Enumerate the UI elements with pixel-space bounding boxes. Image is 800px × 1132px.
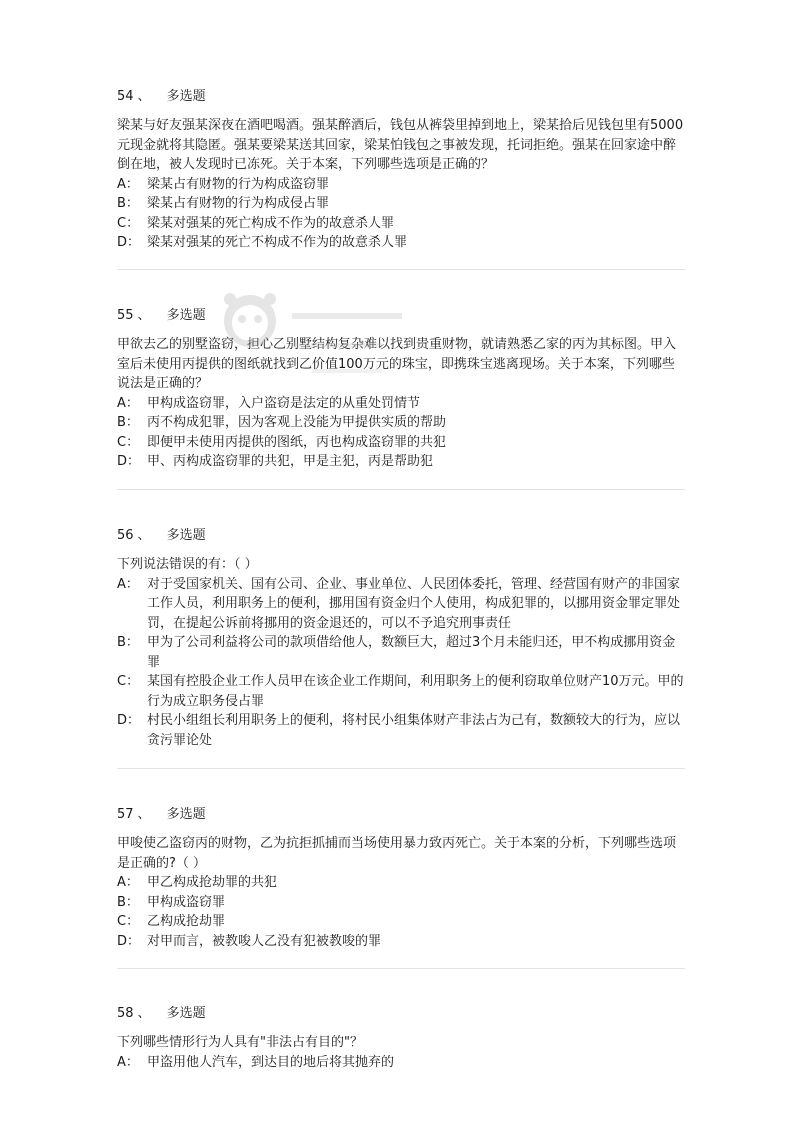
question-type: 多选题 <box>166 89 206 104</box>
option-letter: B： <box>117 635 139 650</box>
option-a <box>117 394 687 414</box>
option-a <box>117 575 687 634</box>
option-letter: D： <box>117 235 141 250</box>
question-type: 多选题 <box>166 807 206 822</box>
question-number: 57 <box>117 807 134 822</box>
option-letter: C： <box>117 914 140 929</box>
question-type: 多选题 <box>166 1006 206 1021</box>
option-letter: D： <box>117 713 141 728</box>
option-a <box>117 873 687 893</box>
option-letter: A： <box>117 1054 139 1070</box>
option-b <box>117 633 687 672</box>
question-number: 58 <box>117 1006 134 1021</box>
question-type: 多选题 <box>166 308 206 323</box>
option-a <box>117 1053 687 1073</box>
question-stem: 甲欲去乙的别墅盗窃，担心乙别墅结构复杂难以找到贵重财物，就请熟悉乙家的丙为其标图。甲入室后未使用丙提供的图纸就找到乙价值100万元的珠宝，即携珠宝逃离现场。关于本案，下列哪些说法是正确的？ <box>117 337 677 391</box>
option-letter: B： <box>117 894 139 910</box>
option-text: 梁某对强某的死亡构成不作为的故意杀人罪 <box>147 215 395 231</box>
option-text: 梁某对强某的死亡不构成不作为的故意杀人罪 <box>147 235 408 250</box>
option-letter: C： <box>117 674 140 689</box>
option-text: 对甲而言，被教唆人乙没有犯被教唆的罪 <box>147 933 382 949</box>
option-letter: C： <box>117 434 140 450</box>
option-text: 对于受国家机关、国有公司、企业、事业单位、人民团体委托，管理、经营国有财产的非国家工作人员，利用职务上的便利，挪用国有资金归个人使用，构成犯罪的，以挪用资金罪定罪处罚，在提起公诉前将挪用的资金退还的，可以不予追究刑事责任 <box>147 576 681 631</box>
option-d <box>117 452 687 472</box>
option-text: 即便甲未使用丙提供的图纸，丙也构成盗窃罪的共犯 <box>147 434 447 450</box>
option-c <box>117 214 687 234</box>
question-number: 54 <box>117 89 134 104</box>
option-list <box>117 575 687 751</box>
option-c <box>117 433 687 453</box>
option-c <box>117 672 687 711</box>
option-text: 村民小组组长利用职务上的便利，将村民小组集体财产非法占为己有，数额较大的行为，应以贪污罪论处 <box>147 713 681 748</box>
question-number: 56 <box>117 528 134 543</box>
option-letter: B： <box>117 415 139 430</box>
option-c <box>117 912 687 932</box>
question-54 <box>117 87 687 253</box>
question-header <box>117 805 687 825</box>
question-58 <box>117 1004 687 1072</box>
section-divider <box>117 768 685 769</box>
question-stem: 甲唆使乙盗窃丙的财物，乙为抗拒抓捕而当场使用暴力致丙死亡。关于本案的分析，下列哪些选项是正确的?（ ） <box>117 836 677 871</box>
section-divider <box>117 269 685 270</box>
option-text: 甲为了公司利益将公司的款项借给他人，数额巨大，超过3个月未能归还，甲不构成挪用资金罪 <box>147 635 676 670</box>
option-letter: A： <box>117 176 139 192</box>
question-stem: 下列说法错误的有：（ ） <box>117 557 258 572</box>
option-b <box>117 194 687 214</box>
option-b <box>117 413 687 433</box>
option-a <box>117 175 687 195</box>
question-separator: 、 <box>137 528 151 543</box>
option-letter: A： <box>117 576 139 592</box>
question-stem: 下列哪些情形行为人具有"非法占有目的"？ <box>117 1035 363 1050</box>
option-d <box>117 711 687 750</box>
option-text: 梁某占有财物的行为构成盗窃罪 <box>147 176 330 192</box>
option-list <box>117 175 687 253</box>
option-list <box>117 873 687 951</box>
question-header <box>117 1004 687 1024</box>
option-text: 梁某占有财物的行为构成侵占罪 <box>147 196 330 211</box>
question-separator: 、 <box>137 807 151 822</box>
question-55 <box>117 306 687 472</box>
question-header <box>117 526 687 546</box>
question-number: 55 <box>117 308 134 323</box>
option-letter: D： <box>117 454 141 469</box>
option-letter: D： <box>117 933 141 949</box>
option-letter: A： <box>117 395 139 411</box>
question-separator: 、 <box>137 89 151 104</box>
question-stem: 梁某与好友强某深夜在酒吧喝酒。强某醉酒后，钱包从裤袋里掉到地上，梁某拾后见钱包里有5000元现金就将其隐匿。强某要梁某送其回家，梁某怕钱包之事被发现，托词拒绝。强某在回家途中醉倒在地，被人发现时已冻死。关于本案，下列哪些选项是正确的？ <box>117 118 684 172</box>
option-letter: A： <box>117 875 139 890</box>
option-text: 丙不构成犯罪，因为客观上没能为甲提供实质的帮助 <box>147 415 447 430</box>
section-divider <box>117 489 685 490</box>
option-text: 甲盗用他人汽车，到达目的地后将其抛弃的 <box>147 1054 395 1070</box>
option-b <box>117 893 687 913</box>
question-separator: 、 <box>137 1006 151 1021</box>
option-d <box>117 233 687 253</box>
option-text: 甲、丙构成盗窃罪的共犯，甲是主犯，丙是帮助犯 <box>147 454 434 469</box>
option-text: 甲构成盗窃罪 <box>147 894 226 910</box>
option-list <box>117 394 687 472</box>
question-separator: 、 <box>137 308 151 323</box>
option-list <box>117 1053 687 1073</box>
option-letter: B： <box>117 196 139 211</box>
question-header <box>117 87 687 107</box>
option-text: 某国有控股企业工作人员甲在该企业工作期间，利用职务上的便利窃取单位财产10万元。甲的行为成立职务侵占罪 <box>147 674 684 709</box>
option-letter: C： <box>117 215 140 231</box>
option-text: 甲乙构成抢劫罪的共犯 <box>147 875 278 890</box>
option-text: 乙构成抢劫罪 <box>147 914 226 929</box>
question-57 <box>117 805 687 951</box>
option-text: 甲构成盗窃罪，入户盗窃是法定的从重处罚情节 <box>147 395 421 411</box>
question-56 <box>117 526 687 750</box>
question-type: 多选题 <box>166 528 206 543</box>
question-header <box>117 306 687 326</box>
section-divider <box>117 968 685 969</box>
option-d <box>117 932 687 952</box>
